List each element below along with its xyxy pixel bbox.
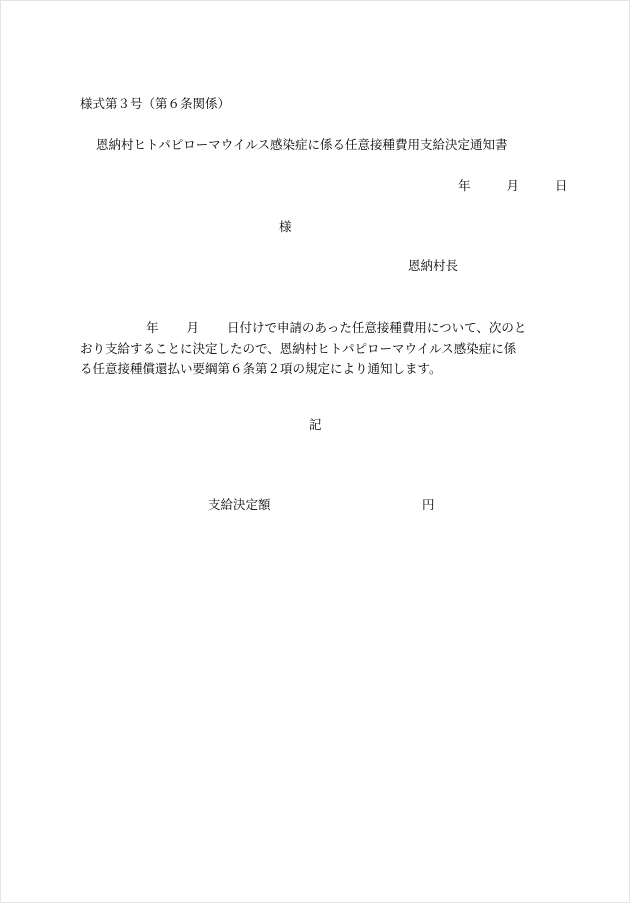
application-year: 年	[146, 320, 159, 335]
body-line-1	[80, 318, 550, 339]
addressee-suffix: 様	[279, 219, 292, 234]
body-line-3: る任意接種償還払い要綱第６条第２項の規定により通知します。	[80, 361, 442, 376]
date-month: 月	[506, 178, 519, 193]
amount-unit: 円	[422, 497, 435, 512]
issuer-name: 恩納村長	[408, 258, 459, 273]
body-line-2: おり支給することに決定したので、恩納村ヒトパピローマウイルス感染症に係	[80, 340, 517, 356]
notice-date	[458, 178, 567, 194]
body-line-1-text: 日付けで申請のあった任意接種費用について、次のと	[227, 320, 527, 335]
notice-body	[80, 318, 550, 380]
date-year: 年	[458, 178, 471, 193]
application-month: 月	[186, 320, 200, 335]
amount-label: 支給決定額	[208, 497, 271, 512]
record-heading: 記	[309, 417, 322, 432]
date-day: 日	[554, 178, 568, 193]
document-title: 恩納村ヒトパピローマウイルス感染症に係る任意接種費用支給決定通知書	[96, 137, 508, 152]
form-number: 様式第３号（第６条関係）	[80, 96, 231, 111]
